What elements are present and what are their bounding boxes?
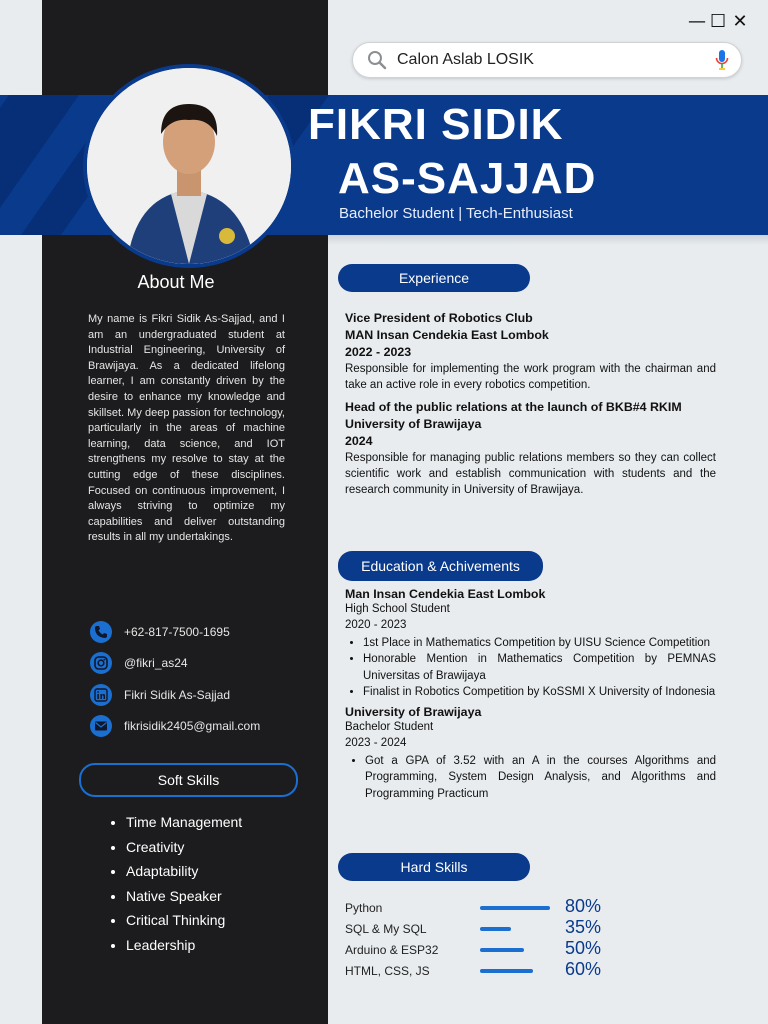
skill-percent: 60% [565,959,602,979]
list-item: • Finalist in Robotics Competition by KoSSMI X University of Indonesia [363,684,716,700]
soft-skills-title: Soft Skills [79,763,298,797]
experience-desc: Responsible for implementing the work program with the chairman and take an active role in every robotics competition. [345,363,716,391]
skill-row [345,940,625,961]
experience-role: Vice President of Robotics Club [345,311,533,325]
list-item: • Honorable Mention in Mathematics Competition by PEMNAS Universitas of Brawijaya [363,651,716,684]
skill-name: Python [345,901,383,915]
search-bar[interactable] [352,42,742,78]
soft-skills-list [108,810,242,958]
list-item: • Creativity [126,835,242,860]
name-line-1: FIKRI SIDIK [308,100,564,149]
skill-bar [480,969,533,973]
banner-shadow [328,235,768,245]
skill-percent: 35% [565,917,602,937]
list-item: • Critical Thinking [126,908,242,933]
search-icon [367,50,387,70]
skill-bar [480,906,550,910]
contact-list [90,616,320,742]
contact-phone[interactable] [90,616,320,648]
window-controls [688,12,748,32]
profile-photo [83,64,295,268]
linkedin-icon [90,684,112,706]
contact-linkedin-text: Fikri Sidik As-Sajjad [124,687,231,702]
close-icon[interactable]: ✕ [732,11,748,32]
achievement-list [345,753,716,802]
education-level: Bachelor Student [345,721,434,734]
education-period: 2020 - 2023 [345,618,407,631]
skill-name: Arduino & ESP32 [345,943,439,957]
education-period: 2023 - 2024 [345,736,407,749]
hard-skills-list [345,898,625,982]
about-text: My name is Fikri Sidik As-Sajjad, and I am an undergraduated student at Industrial Engineering, University of Brawijaya. As a dedicated lifelong learner, I am constantly driven by the desire to enhance my knowledge and skillset. My deep passion for technology, particularly in the areas of machine learning, data science, and IOT strengthens my resolve to stay at the cutting edge of these disciplines. Focused on continuous improvement, I always striving to optimize my capabilities and deliver outstanding results in all my undertakings. [88,313,285,544]
tagline: Bachelor Student | Tech-Enthusiast [339,205,573,222]
skill-row [345,961,625,982]
education-school: University of Brawijaya [345,705,482,720]
list-item: • Got a GPA of 3.52 with an A in the courses Algorithms and Programming, System Design Analysis, and Algorithms and Programming Practicum [365,753,716,802]
contact-email-text: fikrisidik2405@gmail.com [124,719,261,734]
education-title: Education & Achivements [338,551,543,581]
search-input[interactable]: Calon Aslab LOSIK [397,51,534,68]
phone-icon [90,621,112,643]
contact-instagram-text: @fikri_as24 [124,656,188,671]
contact-instagram[interactable] [90,648,320,680]
list-item: • Adaptability [126,859,242,884]
email-icon [90,715,112,737]
experience-role: Head of the public relations at the launch of BKB#4 RKIM [345,400,682,414]
microphone-icon[interactable] [715,49,729,71]
education-section [345,586,716,806]
contact-phone-text: +62-817-7500-1695 [124,624,230,639]
maximize-icon[interactable]: ☐ [710,11,727,32]
instagram-icon [90,652,112,674]
skill-name: SQL & My SQL [345,922,427,936]
experience-org: MAN Insan Cendekia East Lombok [345,328,549,342]
experience-title: Experience [338,264,530,292]
achievement-list [345,635,716,700]
list-item: • Leadership [126,933,242,958]
experience-period: 2024 [345,434,373,448]
skill-row [345,898,625,919]
list-item: • Native Speaker [126,884,242,909]
experience-section [345,310,716,498]
experience-org: University of Brawijaya [345,417,482,431]
experience-desc: Responsible for managing public relations members so they can collect scientific work and establish communication with students and the research community in University of Brawijaya. [345,452,716,496]
skill-name: HTML, CSS, JS [345,964,430,978]
skill-bar [480,948,524,952]
contact-email[interactable] [90,711,320,743]
education-school: Man Insan Cendekia East Lombok [345,587,546,601]
name-line-2: AS-SAJJAD [338,154,597,203]
skill-bar [480,927,511,931]
minimize-icon[interactable]: — [688,11,706,32]
about-title: About Me [137,272,215,292]
skill-percent: 50% [565,938,602,958]
list-item: • Time Management [126,810,242,835]
list-item: • 1st Place in Mathematics Competition by UISU Science Competition [363,635,716,651]
education-level: High School Student [345,603,450,615]
skill-percent: 80% [565,896,602,916]
skill-row [345,919,625,940]
experience-period: 2022 - 2023 [345,345,412,359]
hard-skills-title: Hard Skills [338,853,530,881]
contact-linkedin[interactable] [90,679,320,711]
